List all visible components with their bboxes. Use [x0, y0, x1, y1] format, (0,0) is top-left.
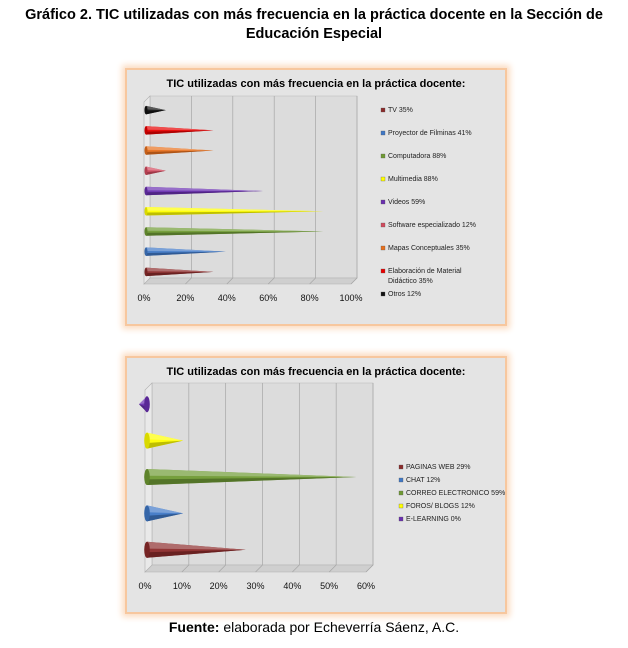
legend-swatch [399, 504, 403, 508]
x-tick-label: 60% [259, 293, 278, 303]
legend-label: FOROS/ BLOGS 12% [406, 503, 475, 510]
legend-label: CORREO ELECTRONICO 59% [406, 490, 505, 497]
legend-swatch [399, 491, 403, 495]
legend-label: Proyector de Filminas 41% [388, 130, 472, 137]
legend-label: Multimedia 88% [388, 176, 438, 183]
legend-swatch [381, 246, 385, 250]
x-tick-label: 40% [217, 293, 236, 303]
legend-swatch [399, 465, 403, 469]
legend-swatch [381, 154, 385, 158]
source-text: elaborada por Echeverría Sáenz, A.C. [223, 619, 460, 635]
x-tick-label: 10% [172, 581, 191, 591]
cone-bar-base [144, 542, 150, 558]
cone-bar-base [145, 207, 148, 216]
cone-bar-base [145, 106, 148, 115]
cone-bar-base [144, 469, 150, 485]
legend-swatch [381, 200, 385, 204]
legend-swatch [381, 108, 385, 112]
caption-line-2: Educación Especial [245, 26, 383, 42]
x-tick-label: 20% [209, 581, 228, 591]
legend-label: E-LEARNING 0% [406, 516, 461, 523]
chart-title: TIC utilizadas con más frecuencia en la práctica docente: [166, 78, 466, 90]
cone-bar-base [145, 126, 148, 135]
cone-bar-base [144, 505, 150, 521]
cone-bar-base [144, 396, 150, 412]
legend-label: Elaboración de Material Didáctico 35% [388, 268, 462, 285]
legend-label: PAGINAS WEB 29% [406, 464, 471, 471]
legend-swatch [381, 292, 385, 296]
x-tick-label: 80% [300, 293, 319, 303]
chart-panel-1 [125, 68, 507, 326]
cone-bar-base [145, 227, 148, 236]
legend-swatch [399, 478, 403, 482]
legend-label: Mapas Conceptuales 35% [388, 245, 470, 252]
legend-swatch [381, 177, 385, 181]
cone-bar-base [145, 167, 148, 176]
cone-bar-base [145, 146, 148, 155]
legend-label: Otros 12% [388, 291, 422, 298]
chart-title: TIC utilizadas con más frecuencia en la práctica docente: [166, 366, 466, 378]
figure-caption [0, 6, 628, 44]
x-tick-label: 30% [246, 581, 265, 591]
legend-swatch [399, 517, 403, 521]
x-tick-label: 100% [339, 293, 363, 303]
cone-bar-base [145, 187, 148, 196]
legend-swatch [381, 131, 385, 135]
cone-bar-chart-2 [127, 358, 505, 612]
x-tick-label: 20% [176, 293, 195, 303]
chart-floor [144, 278, 357, 284]
chart-panel-2 [125, 356, 507, 614]
source-label: Fuente: [168, 619, 220, 635]
cone-bar-chart-1 [127, 70, 505, 324]
cone-bar-base [144, 433, 150, 449]
x-tick-label: 50% [320, 581, 339, 591]
legend-swatch [381, 269, 385, 273]
x-tick-label: 0% [137, 293, 151, 303]
x-tick-label: 40% [283, 581, 302, 591]
legend-label: Videos 59% [388, 199, 426, 206]
x-tick-label: 0% [138, 581, 152, 591]
x-tick-label: 60% [356, 581, 376, 591]
legend-label: CHAT 12% [406, 477, 441, 484]
legend-label: TV 35% [388, 107, 413, 114]
cone-bar-base [145, 268, 148, 277]
source-note [0, 619, 628, 635]
legend-label: Computadora 88% [388, 153, 447, 160]
legend-label: Software especializado 12% [388, 222, 476, 229]
caption-line-1: Gráfico 2. TIC utilizadas con más frecuencia en la práctica docente en la Sección de [25, 7, 603, 23]
legend-swatch [381, 223, 385, 227]
cone-bar-base [145, 247, 148, 256]
